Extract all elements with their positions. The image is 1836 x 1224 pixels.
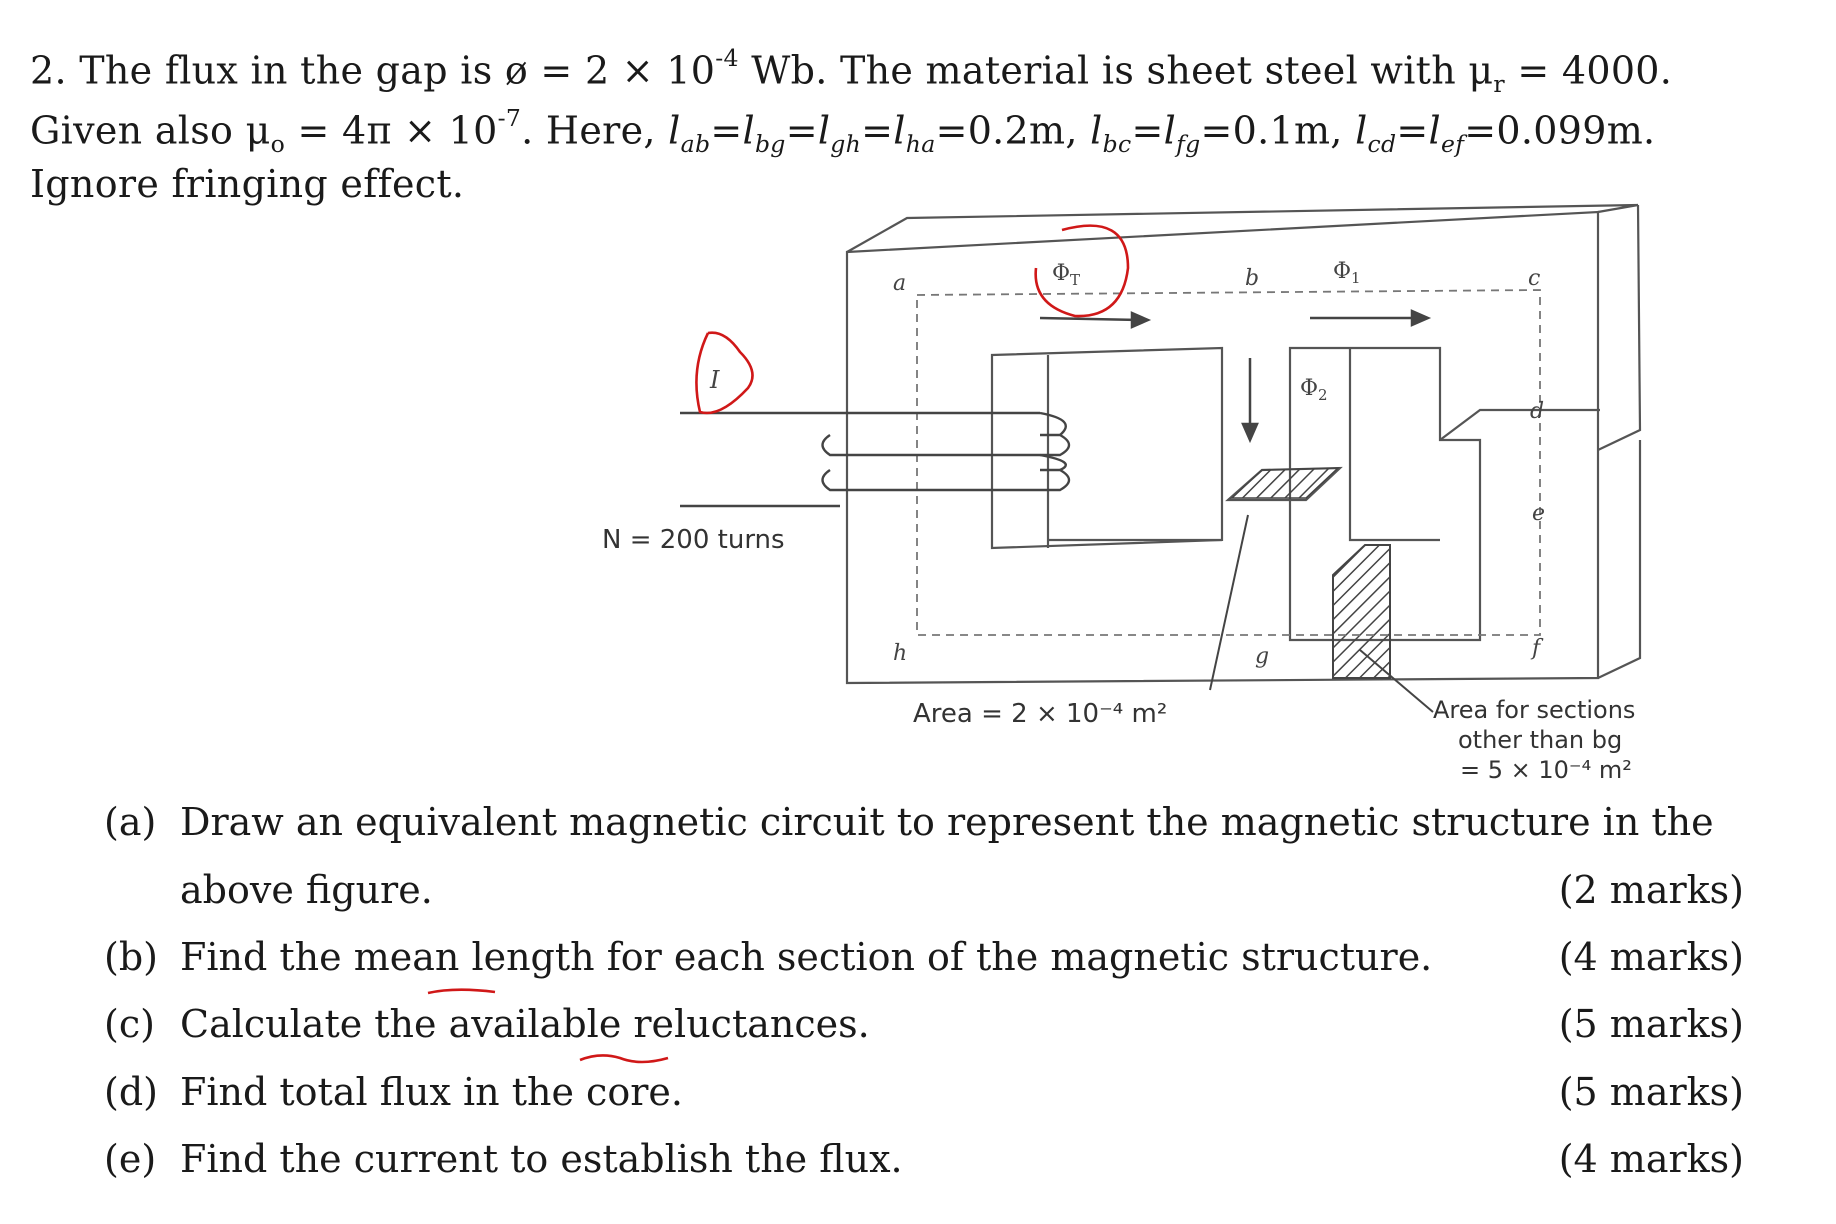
point-label-h: h — [893, 641, 908, 666]
point-label-f: f — [1532, 636, 1541, 661]
point-label-b: b — [1245, 266, 1260, 291]
area-other-label-3: = 5 × 10⁻⁴ m² — [1460, 756, 1632, 784]
question-a-marks: (2 marks) — [1558, 868, 1744, 912]
point-label-d: d — [1530, 399, 1545, 424]
question-e-marks: (4 marks) — [1558, 1137, 1744, 1181]
flux-arrow-t — [1040, 318, 1140, 320]
question-d-marks: (5 marks) — [1558, 1070, 1744, 1114]
core-right-depth — [1598, 205, 1640, 450]
area-gap-label: Area = 2 × 10⁻⁴ m² — [913, 699, 1168, 729]
question-c-label: (c) — [104, 1002, 155, 1046]
red-underline-mean — [428, 990, 495, 993]
mean-path — [917, 290, 1540, 635]
problem-line-2: Given also $\mu_o = 4\pi \times 10^{-7}$. Here, $l_{ab}=l_{bg}=l_{gh}=l_{ha}=0.2m$, $l_{bc}=l_{fg}=0.1m$, $l_{cd}=l_{ef}=0.099m$. — [30, 104, 1656, 158]
flux-label-t: $\Phi_T$ — [1052, 261, 1081, 289]
hatched-gap-top — [1232, 468, 1338, 498]
question-a-label: (a) — [104, 800, 157, 844]
red-underline-available — [580, 1055, 668, 1062]
question-d-label: (d) — [104, 1070, 158, 1114]
turns-label: N = 200 turns — [602, 525, 785, 555]
area-other-label-2: other than bg — [1458, 726, 1623, 754]
point-label-g: g — [1255, 644, 1270, 669]
left-window — [992, 348, 1222, 548]
question-b-text: Find the mean length for each section of the magnetic structure. — [180, 935, 1433, 979]
question-c-marks: (5 marks) — [1558, 1002, 1744, 1046]
flux-label-1: $\Phi_1$ — [1333, 259, 1361, 287]
red-circle-current — [696, 333, 752, 413]
question-a-text-cont: above figure. — [180, 868, 433, 912]
section-area-leader — [1360, 650, 1433, 712]
question-c-text: Calculate the available reluctances. — [180, 1002, 870, 1046]
point-label-e: e — [1532, 501, 1546, 526]
core-outline — [847, 205, 1640, 683]
question-e-label: (e) — [104, 1137, 157, 1181]
point-label-a: a — [893, 271, 907, 296]
question-b-label: (b) — [104, 935, 158, 979]
area-other-label-1: Area for sections — [1433, 696, 1636, 724]
leader-lines — [1210, 515, 1433, 712]
question-a-text: Draw an equivalent magnetic circuit to represent the magnetic structure in the — [180, 800, 1714, 844]
hatched-gap-section — [1333, 545, 1390, 678]
flux-label-2: $\Phi_2$ — [1300, 376, 1328, 404]
question-e-text: Find the current to establish the flux. — [180, 1137, 903, 1181]
point-label-c: c — [1528, 266, 1541, 291]
current-label: I — [710, 366, 720, 394]
flux-arrows — [1040, 311, 1428, 440]
question-d-text: Find total flux in the core. — [180, 1070, 683, 1114]
center-leg — [1350, 348, 1440, 540]
question-b-marks: (4 marks) — [1558, 935, 1744, 979]
coil-winding — [680, 413, 1069, 506]
problem-line-3: Ignore fringing effect. — [30, 162, 465, 206]
problem-line-1: 2. The flux in the gap is ø = $2 \times 10^{-4}$ Wb. The material is sheet steel with $\mu_r = 4000$. — [30, 44, 1673, 98]
core-right-depth-lower — [1598, 440, 1640, 678]
problem-number: 2. — [30, 48, 67, 93]
